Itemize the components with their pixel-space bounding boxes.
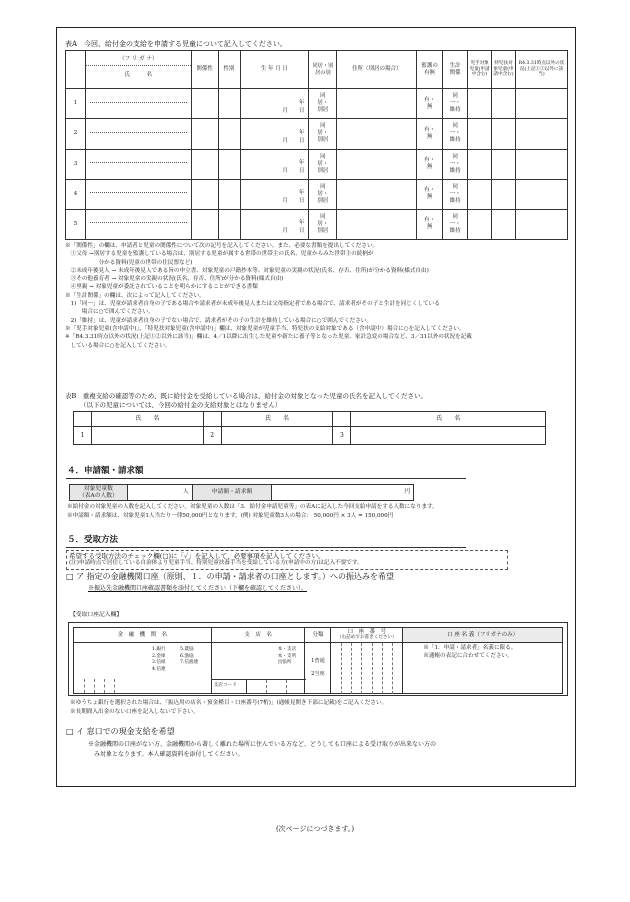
address-field[interactable]	[337, 149, 417, 179]
birth-date-field[interactable]: 年 月 日	[240, 119, 309, 149]
bank-name-header: 金 融 機 関 名	[74, 628, 212, 643]
note-line: ③その他養育者 → 対象児童の実親の状況(氏名、存否、住所)が分かる資料(様式自由)	[65, 276, 284, 283]
option-a-label: □ ア 指定の金融機関口座（原則、１．の申請・請求者の口座とします。）への振込みを希望	[66, 572, 395, 581]
table-b-name-cell[interactable]	[221, 427, 333, 445]
bank-code-boxes[interactable]	[74, 679, 120, 693]
section-5-heading: ５．受取方法	[67, 535, 119, 545]
special-allowance-check[interactable]	[492, 149, 516, 179]
bank-note-1: ※ゆうちょ銀行を選択された場合は、「振込用の店名・預金種目・口座番号(7桁)」(通帳見開き下部に記載)をご記入ください。	[70, 700, 388, 706]
table-b-subtitle: （以下の児童については、今回の給付金の支給対象とはなりません）	[80, 401, 282, 409]
table-b-number: 3	[333, 427, 351, 445]
table-b	[73, 411, 546, 445]
note-line: ②未成年後見人 → 未成年後見人である旨の申立書、対象児童の戸籍抄本等、対象児童の実親の状況(氏名、存否、住所)が分かる資料(様式自由)	[65, 267, 429, 274]
birth-header: 生 年 月 日	[240, 51, 309, 89]
note-line: 1)「同一」は、児童が請求者自身の子である場合や請求者が未成年後見人または父母指定者である場合で、請求者がその子と生計を同じくしている	[65, 301, 440, 308]
cohabit-choice[interactable]: 同居・別居	[309, 89, 337, 119]
branch-name-header: 支 店 名	[211, 628, 305, 643]
bank-table	[73, 627, 563, 694]
table-b-name-cell[interactable]	[91, 427, 203, 445]
child-name-field[interactable]	[85, 209, 191, 239]
table-a-row	[66, 179, 568, 209]
account-number-field[interactable]	[331, 643, 403, 694]
gender-field[interactable]	[218, 209, 240, 239]
account-holder-notes: ※「1．申請・請求者」名義に限る。 ※通帳の表記に合わせてください。	[423, 645, 517, 659]
bank-note-2: ※長期間入出金のない口座を記入しないで下さい。	[70, 709, 199, 715]
livelihood-header: 生計関係	[443, 51, 468, 89]
account-kind-header: 分類	[305, 628, 331, 643]
row-number: 4	[66, 179, 86, 209]
gender-header: 性別	[218, 51, 240, 89]
status-header: R4.3.31時点以外の状況(上記①②以外に該当)	[515, 51, 567, 89]
child-name-field[interactable]	[85, 89, 191, 119]
table-b-number: 1	[74, 427, 92, 445]
section-5-rule	[66, 547, 466, 549]
section-4-note-2: ※申請額・請求額は、対象児童1人当たり一律50,000円となります。(例) 対象児童数3人の場合： 50,000円 × 3人 = 150,000円	[67, 513, 394, 519]
birth-date-field[interactable]: 年 月 日	[240, 179, 309, 209]
relation-field[interactable]	[191, 149, 218, 179]
table-b-number: 2	[203, 427, 221, 445]
cohabit-choice[interactable]: 同居・別居	[309, 209, 337, 239]
branch-code-row[interactable]	[212, 679, 306, 693]
table-b-name-header: 氏 名	[91, 412, 203, 427]
section-4-rule	[66, 478, 466, 480]
custody-choice[interactable]: 有・無	[417, 149, 443, 179]
status-check[interactable]	[515, 149, 567, 179]
livelihood-choice[interactable]: 同一・維持	[443, 119, 468, 149]
note-line: している場合に○を記入してください。	[65, 342, 171, 349]
child-count-unit: 人	[182, 488, 189, 495]
child-allowance-header: 児手対象児童(申請中含む)	[468, 51, 492, 89]
bank-table-title: 【受取口座記入欄】	[70, 612, 123, 618]
account-holder-header: 口 座 名 義（フリガナのみ）	[403, 628, 563, 643]
option-b-note-2: み対象となります。本人確認資料を添付してください。	[88, 751, 244, 758]
status-check[interactable]	[515, 179, 567, 209]
cohabit-choice[interactable]: 同居・別居	[309, 149, 337, 179]
child-allowance-check[interactable]	[468, 89, 492, 119]
table-b-name-header: 氏 名	[221, 412, 333, 427]
table-b-title: 表B 重複支給の確認等のため、既に給付金を受給している場合は、給付金の対象となった児童の氏名を記入してください。	[65, 392, 428, 400]
gender-field[interactable]	[218, 89, 240, 119]
account-number-header: 口 座 番 号 （右詰めでお書きください）	[331, 628, 403, 643]
instruction-line-1: 希望する受取方法のチェック欄(□)に「✓」を記入して、必要事項を記入してください。	[69, 552, 325, 560]
status-check[interactable]	[515, 119, 567, 149]
continued-footer: (次ページにつづきます。)	[275, 825, 355, 833]
row-number: 5	[66, 209, 86, 239]
bank-type-options-left: 1.銀行 2.金庫 3.信組 4.信連	[152, 647, 166, 672]
amount-field[interactable]	[272, 485, 414, 501]
branch-code-label: 支店コード	[213, 683, 237, 688]
section-4-heading: ４．申請額・請求額	[67, 466, 144, 476]
note-line: ※「児手対象児童(含申請中)」、「特児扶対象児童(含申請中)」欄は、対象児童が児童手当、特児扶の支給対象である（含申請中）場合に○を記入してください。	[65, 325, 465, 332]
relation-field[interactable]	[191, 209, 218, 239]
table-a-row	[66, 119, 568, 149]
note-line: ※「生計関係」の欄は、次によって記入してください。	[65, 292, 205, 299]
custody-choice[interactable]: 有・無	[417, 119, 443, 149]
custody-choice[interactable]: 有・無	[417, 209, 443, 239]
status-check[interactable]	[515, 89, 567, 119]
child-allowance-check[interactable]	[468, 119, 492, 149]
livelihood-choice[interactable]: 同一・維持	[443, 89, 468, 119]
child-allowance-check[interactable]	[468, 179, 492, 209]
bank-type-options-right: 5.農協 6.漁協 7.信漁連	[180, 647, 199, 665]
livelihood-choice[interactable]: 同一・維持	[443, 209, 468, 239]
special-allowance-check[interactable]	[492, 209, 516, 239]
birth-date-field[interactable]: 年 月 日	[240, 89, 309, 119]
table-a-row	[66, 209, 568, 239]
instruction-line-2: (注)申請時点で居住している自治体より児童手当、特別児童扶養手当を受給している方(申請中の方)は記入不要です。	[69, 560, 363, 567]
address-header: 住所（別居の場合）	[337, 51, 417, 89]
note-line: 場合に○で囲んでください。	[65, 309, 154, 316]
custody-header: 監護の有無	[417, 51, 443, 89]
option-b-cash-at-counter[interactable]	[66, 727, 175, 737]
note-line: ④里親 → 対象児童が委託されていることを明らかにすることができる書類	[65, 284, 258, 291]
address-field[interactable]	[337, 119, 417, 149]
cohabit-header: 同居・別居の別	[309, 51, 337, 89]
name-header: （フ リ ガ ナ） 氏 名	[85, 51, 191, 89]
amount-label: 申請額・請求額	[192, 485, 272, 501]
birth-date-field[interactable]: 年 月 日	[240, 209, 309, 239]
gender-field[interactable]	[218, 149, 240, 179]
status-check[interactable]	[515, 209, 567, 239]
table-b-name-header: 氏 名	[351, 412, 546, 427]
custody-choice[interactable]: 有・無	[417, 89, 443, 119]
row-number-header	[66, 51, 86, 89]
instruction-box	[66, 550, 508, 570]
relation-header: 関係性	[191, 51, 218, 89]
custody-choice[interactable]: 有・無	[417, 179, 443, 209]
child-count-field[interactable]	[127, 485, 192, 501]
cohabit-choice[interactable]: 同居・別居	[309, 179, 337, 209]
relation-field[interactable]	[191, 119, 218, 149]
livelihood-choice[interactable]: 同一・維持	[443, 179, 468, 209]
table-a-row	[66, 149, 568, 179]
child-name-field[interactable]	[85, 149, 191, 179]
relation-field[interactable]	[191, 89, 218, 119]
child-allowance-check[interactable]	[468, 209, 492, 239]
special-allowance-check[interactable]	[492, 89, 516, 119]
bank-name-field[interactable]	[74, 643, 212, 694]
special-allowance-check[interactable]	[492, 119, 516, 149]
table-a	[65, 50, 568, 240]
child-count-label: 対象児童数 （表Aの人数）	[70, 485, 128, 501]
special-allowance-check[interactable]	[492, 179, 516, 209]
row-number: 1	[66, 89, 86, 119]
table-b-name-cell[interactable]	[351, 427, 546, 445]
branch-type-options: 本・支店 本・支所 出張所	[277, 647, 297, 665]
option-b-label: □ イ 窓口での現金支給を希望	[66, 727, 175, 736]
gender-field[interactable]	[218, 179, 240, 209]
relation-field[interactable]	[191, 179, 218, 209]
account-kind-field[interactable]: 1普通 2当座	[305, 643, 331, 694]
note-line: ※「関係性」の欄は、申請者と児童の関係性について次の記号を記入してください。また、必要な書類を提出してください。	[65, 243, 379, 249]
address-field[interactable]	[337, 209, 417, 239]
address-field[interactable]	[337, 179, 417, 209]
note-line: 分かる資料(児童の世帯の住民票など)	[65, 259, 193, 266]
child-name-field[interactable]	[85, 179, 191, 209]
note-line: 2)「維持」は、児童が請求者自身の子でない場合で、請求者がその子の生計を維持している場合に○で囲んでください。	[65, 317, 372, 324]
option-a-note: ※振込先金融機関口座確認書類を添付してください（下欄を確認してください）。	[88, 585, 308, 592]
table-a-notes	[65, 242, 570, 350]
livelihood-choice[interactable]: 同一・維持	[443, 149, 468, 179]
branch-name-field[interactable]	[211, 643, 305, 694]
row-number: 2	[66, 119, 86, 149]
child-name-field[interactable]	[85, 119, 191, 149]
table-a-row	[66, 89, 568, 119]
gender-field[interactable]	[218, 119, 240, 149]
note-line: ①父母 →別居する児童を監護している場合は、別居する児童が属する世帯の世帯主の氏名、児童からみた世帯主の続柄が	[65, 251, 374, 258]
table-a-title: 表A 今回、給付金の支給を申請する児童について記入してください。	[65, 40, 287, 48]
account-holder-field[interactable]	[403, 643, 563, 694]
amount-table	[69, 484, 414, 501]
amount-unit: 円	[404, 488, 410, 495]
note-line: ※「R4.3.31時点以外の状況(上記①②以外に該当)」欄は、4／1以降に出生した児童や新たに養子等となった児童、家計急変の場合など、3／31以外の状況を記載	[65, 334, 472, 341]
special-allowance-header: 特児扶対象児童(申請中含む)	[492, 51, 516, 89]
option-b-note-1: ※金融機関の口座がない方、金融機関から著しく離れた場所に住んでいる方など、どうしても口座による受け取りが出来ない方の	[88, 741, 437, 748]
row-number: 3	[66, 149, 86, 179]
birth-date-field[interactable]: 年 月 日	[240, 149, 309, 179]
cohabit-choice[interactable]: 同居・別居	[309, 119, 337, 149]
section-4-note-1: ※給付金の対象児童の人数を記入してください。対象児童の人数は「3．給付金申請児童等」の表Aに記入した今回支給申請をする人数になります。	[67, 504, 438, 510]
child-allowance-check[interactable]	[468, 149, 492, 179]
address-field[interactable]	[337, 89, 417, 119]
option-a-bank-transfer[interactable]	[66, 572, 394, 582]
